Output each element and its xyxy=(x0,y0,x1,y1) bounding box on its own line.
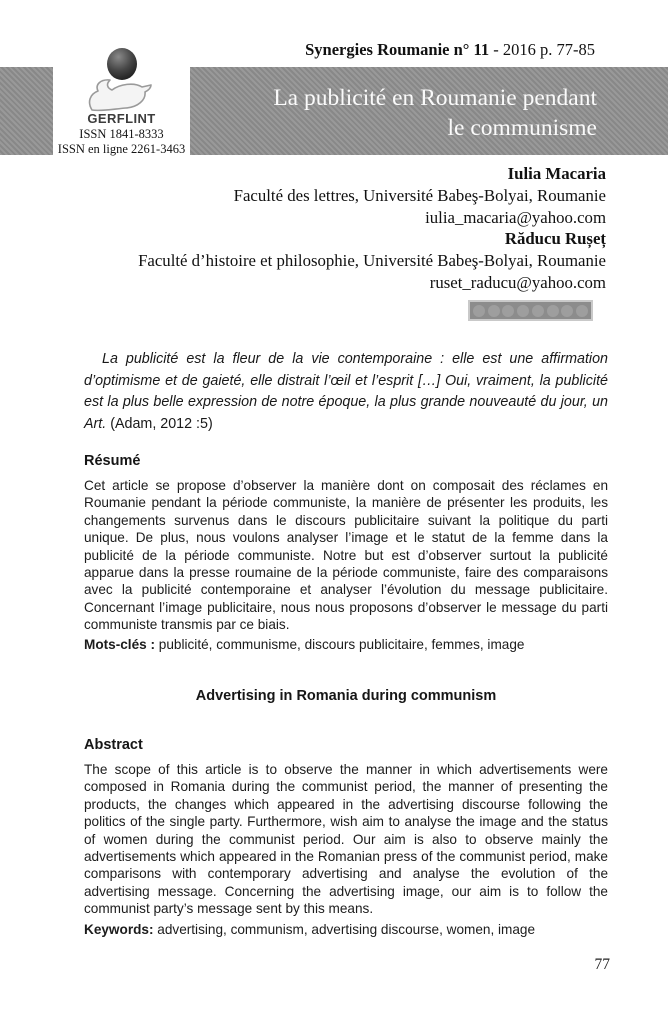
article-title xyxy=(190,84,597,143)
resume-body: Cet article se propose d’observer la manière dont on composait des réclames en Roumanie pendant la période communiste, la manière de présenter les produits, les changements survenus dans le discours publicitaire suivant la politique du parti unique. De plus, nous voulons analyser l’image et le statut de la femme dans la publicité de la période communiste. Notre but est d’observer surtout la publicité apparue dans la presse roumaine de la période communiste, faire des comparaisons avec la publicité contemporaine et analyser l’évolution du message publicitaire. Concernant l’image publicitaire, nous nous proposons d’observer le message du parti communiste transmis par ce biais. xyxy=(84,478,608,633)
keywords-line xyxy=(84,921,608,938)
article-title-line1: La publicité en Roumanie pendant xyxy=(273,85,597,111)
gerflint-dove-icon xyxy=(84,74,162,116)
decorative-dots-bar xyxy=(468,300,593,321)
decorative-dot xyxy=(561,305,573,317)
mots-cles-list: publicité, communisme, discours publicitaire, femmes, image xyxy=(155,637,525,652)
journal-name: Synergies Roumanie n° 11 xyxy=(305,40,490,59)
decorative-dot xyxy=(502,305,514,317)
mots-cles-line xyxy=(84,636,608,653)
issn-online: ISSN en ligne 2261-3463 xyxy=(57,142,186,156)
quote-citation: (Adam, 2012 :5) xyxy=(106,415,213,432)
decorative-dot xyxy=(473,305,485,317)
author-2-email: ruset_raducu@yahoo.com xyxy=(429,272,606,292)
journal-reference xyxy=(305,40,595,60)
abstract-heading: Abstract xyxy=(84,737,143,753)
epigraph-quote xyxy=(84,349,608,435)
mots-cles-label: Mots-clés : xyxy=(84,637,156,652)
author-2-name: Răducu Rușeț xyxy=(504,229,606,249)
keywords-label: Keywords: xyxy=(84,922,154,937)
page-number: 77 xyxy=(594,956,610,973)
article-title-line2: le communisme xyxy=(447,114,597,141)
journal-issue-pages: - 2016 p. 77-85 xyxy=(489,40,595,59)
author-1-affiliation: Faculté des lettres, Université Babeş-Bolyai, Roumanie xyxy=(233,185,606,205)
title-banner xyxy=(190,67,668,155)
decorative-dot xyxy=(547,305,559,317)
author-1-email: iulia_macaria@yahoo.com xyxy=(425,207,606,227)
abstract-body: The scope of this article is to observe the manner in which advertisements were composed in Romania during the communist period, the manner of presenting the products, the changes which appeared in the advertising discourse following the politics of the single party. Furthermore, wish aim to analyse the image and the status of women during the communist period. Our aim is also to observe mainly the advertisements which appeared in the Romanian press of the communist period, make comparisons with contemporary advertising and analyse the evolution of the advertising message. Concerning the advertising image, our aim is to follow the communist party’s message sent by this means. xyxy=(84,762,608,917)
decorative-dot xyxy=(532,305,544,317)
resume-heading: Résumé xyxy=(84,453,141,469)
decorative-dot xyxy=(576,305,588,317)
gerflint-logo xyxy=(53,44,190,160)
decorative-dot xyxy=(517,305,529,317)
author-2-affiliation: Faculté d’histoire et philosophie, Université Babeş-Bolyai, Roumanie xyxy=(138,251,606,271)
quote-text: La publicité est la fleur de la vie contemporaine : elle est une affirmation d’optimisme et de gaieté, elle distrait l’œil et l’esprit […] Oui, vraiment, la publicité est la plus belle expression de notre époque, la plus grande nouveauté du jour, un Art. xyxy=(84,351,608,432)
english-title: Advertising in Romania during communism xyxy=(195,688,497,704)
author-1-name: Iulia Macaria xyxy=(507,164,606,183)
issn-print: ISSN 1841-8333 xyxy=(79,127,164,141)
keywords-list: advertising, communism, advertising discourse, women, image xyxy=(153,922,536,937)
gerflint-wordmark: GERFLINT xyxy=(87,111,156,126)
authors-block xyxy=(138,163,606,294)
decorative-dot xyxy=(488,305,500,317)
